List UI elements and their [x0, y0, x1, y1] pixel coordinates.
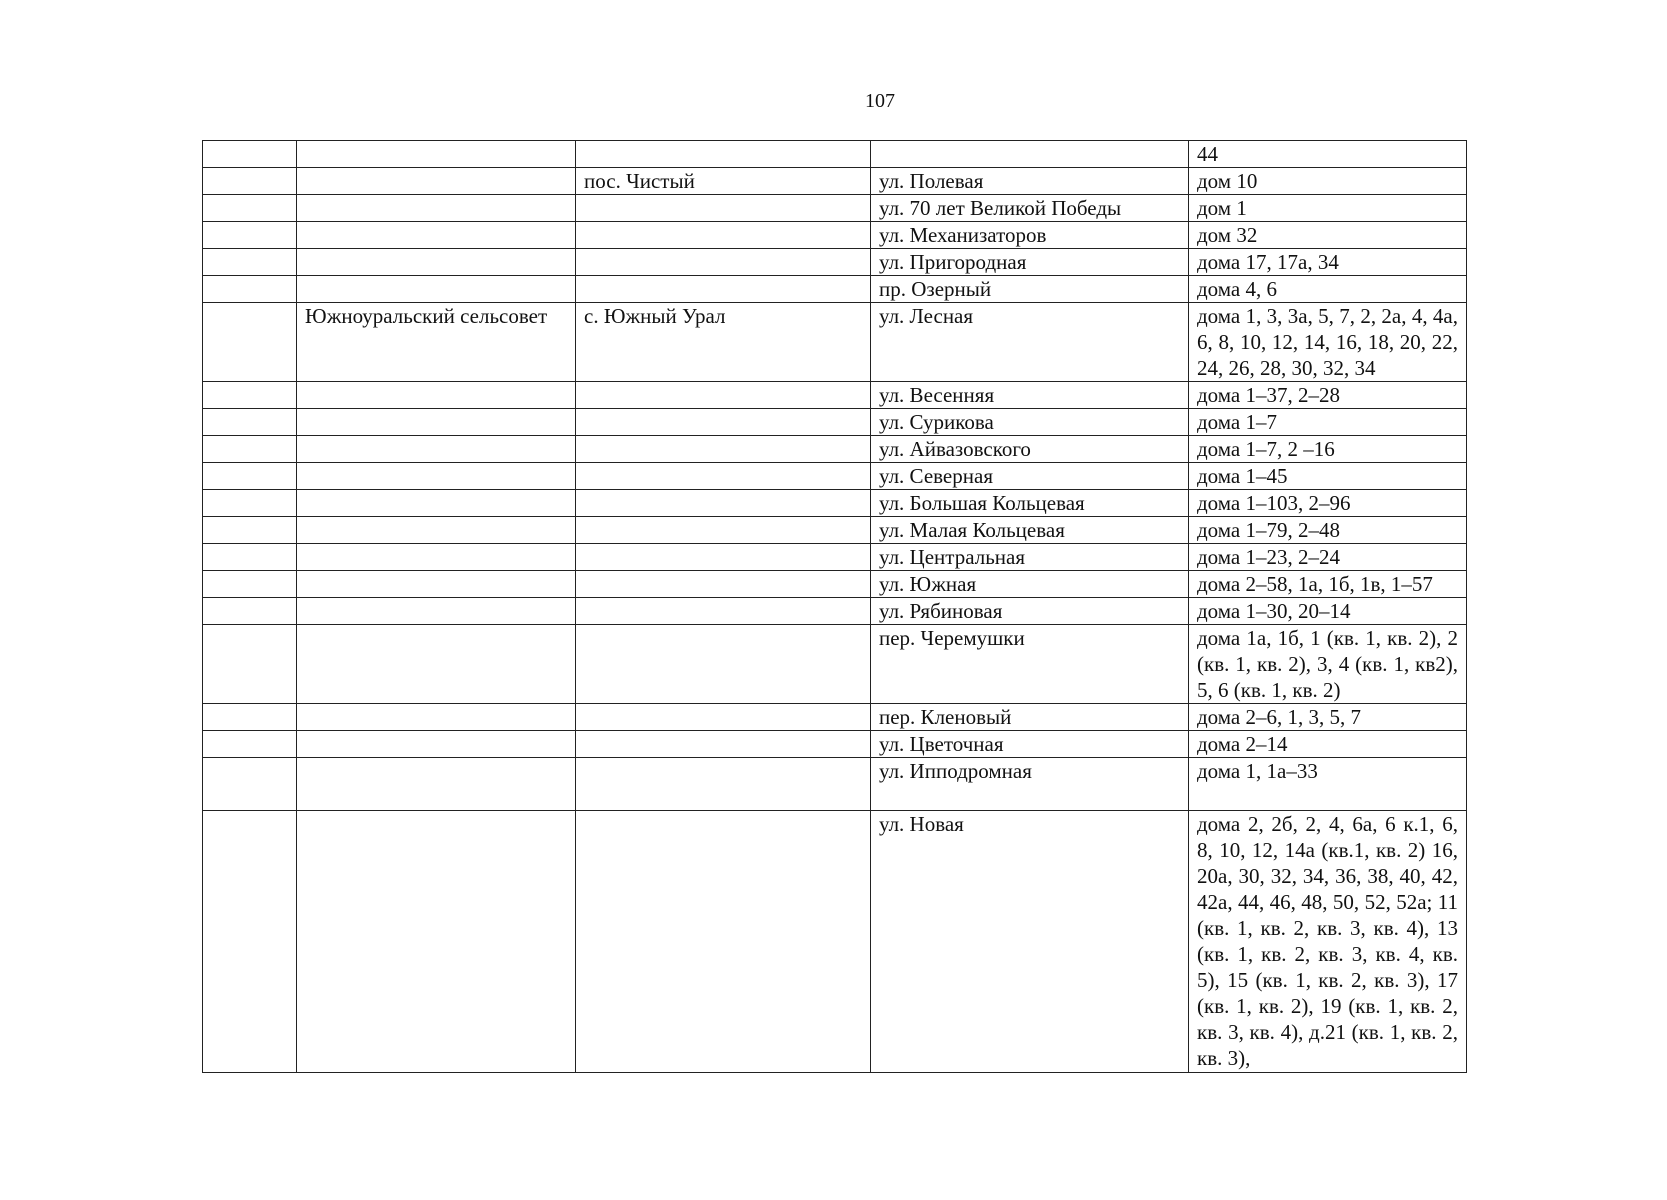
cell-settlement — [576, 758, 871, 811]
table-row — [203, 517, 1467, 544]
cell-settlement — [576, 141, 871, 168]
cell-district — [297, 382, 576, 409]
cell-number — [203, 463, 297, 490]
cell-street: ул. Лесная — [871, 303, 1189, 382]
cell-district — [297, 517, 576, 544]
cell-street: ул. Южная — [871, 571, 1189, 598]
cell-street: ул. Северная — [871, 463, 1189, 490]
cell-street: ул. 70 лет Великой Победы — [871, 195, 1189, 222]
cell-street: ул. Большая Кольцевая — [871, 490, 1189, 517]
cell-number — [203, 303, 297, 382]
cell-houses: дома 2–14 — [1189, 731, 1467, 758]
cell-street: ул. Механизаторов — [871, 222, 1189, 249]
cell-number — [203, 222, 297, 249]
table-row — [203, 811, 1467, 1073]
cell-district — [297, 409, 576, 436]
cell-number — [203, 811, 297, 1073]
cell-houses: дома 2–6, 1, 3, 5, 7 — [1189, 704, 1467, 731]
cell-settlement — [576, 704, 871, 731]
cell-street: ул. Рябиновая — [871, 598, 1189, 625]
table-row — [203, 463, 1467, 490]
cell-number — [203, 731, 297, 758]
table-row — [203, 598, 1467, 625]
cell-street: ул. Цветочная — [871, 731, 1189, 758]
cell-number — [203, 704, 297, 731]
cell-number — [203, 598, 297, 625]
cell-number — [203, 382, 297, 409]
cell-street: ул. Пригородная — [871, 249, 1189, 276]
cell-settlement — [576, 731, 871, 758]
cell-settlement — [576, 571, 871, 598]
cell-settlement — [576, 463, 871, 490]
cell-district — [297, 704, 576, 731]
cell-houses: дома 17, 17а, 34 — [1189, 249, 1467, 276]
cell-number — [203, 758, 297, 811]
cell-district — [297, 276, 576, 303]
cell-houses: дом 1 — [1189, 195, 1467, 222]
cell-settlement: с. Южный Урал — [576, 303, 871, 382]
cell-settlement — [576, 436, 871, 463]
cell-settlement: пос. Чистый — [576, 168, 871, 195]
cell-number — [203, 249, 297, 276]
cell-settlement — [576, 517, 871, 544]
cell-district — [297, 249, 576, 276]
cell-number — [203, 168, 297, 195]
table-row — [203, 195, 1467, 222]
cell-district — [297, 490, 576, 517]
cell-number — [203, 544, 297, 571]
cell-district — [297, 758, 576, 811]
cell-houses: дома 2, 2б, 2, 4, 6а, 6 к.1, 6, 8, 10, 12, 14а (кв.1, кв. 2) 16, 20а, 30, 32, 34, 36, 38, 40, 42, 42а, 44, 46, 48, 50, 52, 52а; 11 (кв. 1, кв. 2, кв. 3, кв. 4), 13 (кв. 1, кв. 2, кв. 3, кв. 4, кв. 5), 15 (кв. 1, кв. 2, кв. 3), 17 (кв. 1, кв. 2), 19 (кв. 1, кв. 2, кв. 3, кв. 4), д.21 (кв. 1, кв. 2, кв. 3), — [1189, 811, 1467, 1073]
table-row — [203, 409, 1467, 436]
cell-street: ул. Полевая — [871, 168, 1189, 195]
table-row — [203, 490, 1467, 517]
cell-settlement — [576, 222, 871, 249]
cell-houses: 44 — [1189, 141, 1467, 168]
table-row — [203, 625, 1467, 704]
cell-houses: дома 1–7, 2 –16 — [1189, 436, 1467, 463]
cell-houses: дома 4, 6 — [1189, 276, 1467, 303]
table-row — [203, 436, 1467, 463]
cell-number — [203, 141, 297, 168]
cell-district — [297, 598, 576, 625]
cell-district — [297, 463, 576, 490]
table-row — [203, 571, 1467, 598]
cell-settlement — [576, 490, 871, 517]
cell-houses: дома 1, 3, 3а, 5, 7, 2, 2а, 4, 4а, 6, 8, 10, 12, 14, 16, 18, 20, 22, 24, 26, 28, 30, 32, 34 — [1189, 303, 1467, 382]
page-number: 107 — [865, 90, 895, 112]
cell-district — [297, 141, 576, 168]
cell-district — [297, 195, 576, 222]
cell-number — [203, 517, 297, 544]
cell-number — [203, 276, 297, 303]
cell-settlement — [576, 409, 871, 436]
table-row — [203, 382, 1467, 409]
cell-settlement — [576, 544, 871, 571]
cell-street: ул. Весенняя — [871, 382, 1189, 409]
address-table — [202, 140, 1467, 1073]
table-row — [203, 141, 1467, 168]
cell-houses: дома 1–7 — [1189, 409, 1467, 436]
cell-street — [871, 141, 1189, 168]
cell-houses: дом 32 — [1189, 222, 1467, 249]
cell-settlement — [576, 811, 871, 1073]
cell-district — [297, 544, 576, 571]
cell-street: ул. Центральная — [871, 544, 1189, 571]
cell-district — [297, 222, 576, 249]
cell-settlement — [576, 249, 871, 276]
cell-settlement — [576, 382, 871, 409]
cell-district: Южноуральский сельсовет — [297, 303, 576, 382]
cell-houses: дома 1–45 — [1189, 463, 1467, 490]
cell-number — [203, 409, 297, 436]
cell-district — [297, 168, 576, 195]
cell-street: ул. Новая — [871, 811, 1189, 1073]
cell-number — [203, 195, 297, 222]
table-row — [203, 758, 1467, 811]
address-table-body — [203, 141, 1467, 1073]
cell-number — [203, 625, 297, 704]
table-row — [203, 544, 1467, 571]
cell-settlement — [576, 625, 871, 704]
cell-number — [203, 436, 297, 463]
cell-houses: дома 1–79, 2–48 — [1189, 517, 1467, 544]
cell-district — [297, 571, 576, 598]
cell-number — [203, 490, 297, 517]
cell-street: ул. Сурикова — [871, 409, 1189, 436]
cell-houses: дома 1а, 1б, 1 (кв. 1, кв. 2), 2 (кв. 1, кв. 2), 3, 4 (кв. 1, кв2), 5, 6 (кв. 1, кв. 2) — [1189, 625, 1467, 704]
cell-houses: дома 1–37, 2–28 — [1189, 382, 1467, 409]
cell-houses: дом 10 — [1189, 168, 1467, 195]
cell-settlement — [576, 598, 871, 625]
cell-street: пер. Черемушки — [871, 625, 1189, 704]
cell-houses: дома 1–23, 2–24 — [1189, 544, 1467, 571]
cell-settlement — [576, 276, 871, 303]
cell-houses: дома 1–103, 2–96 — [1189, 490, 1467, 517]
table-row — [203, 222, 1467, 249]
cell-street: пр. Озерный — [871, 276, 1189, 303]
table-row — [203, 731, 1467, 758]
cell-houses: дома 1–30, 20–14 — [1189, 598, 1467, 625]
table-row — [203, 276, 1467, 303]
cell-district — [297, 731, 576, 758]
table-row — [203, 168, 1467, 195]
cell-district — [297, 811, 576, 1073]
table-row — [203, 303, 1467, 382]
cell-number — [203, 571, 297, 598]
cell-street: пер. Кленовый — [871, 704, 1189, 731]
cell-settlement — [576, 195, 871, 222]
cell-district — [297, 625, 576, 704]
cell-street: ул. Малая Кольцевая — [871, 517, 1189, 544]
cell-houses: дома 1, 1а–33 — [1189, 758, 1467, 811]
cell-houses: дома 2–58, 1а, 1б, 1в, 1–57 — [1189, 571, 1467, 598]
cell-street: ул. Ипподромная — [871, 758, 1189, 811]
cell-street: ул. Айвазовского — [871, 436, 1189, 463]
table-row — [203, 704, 1467, 731]
table-row — [203, 249, 1467, 276]
cell-district — [297, 436, 576, 463]
